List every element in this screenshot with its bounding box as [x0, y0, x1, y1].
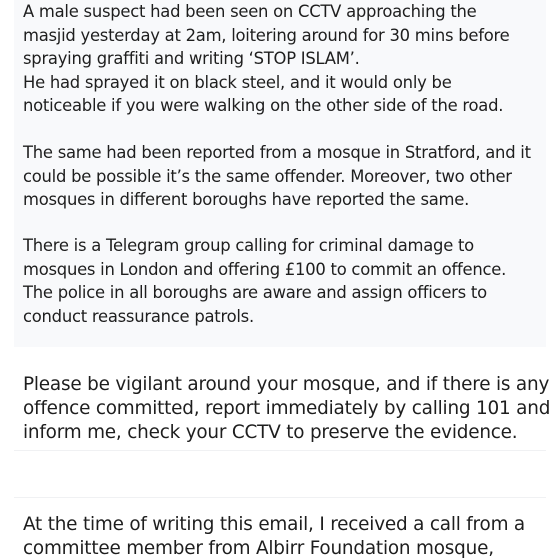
quoted-paragraph-incident — [23, 0, 509, 118]
quoted-paragraph-stratford — [23, 141, 531, 212]
text-line: The same had been reported from a mosque in Stratford, and it — [23, 143, 531, 162]
text-line: At the time of writing this email, I received a call from a — [23, 514, 525, 535]
text-line: mosques in London and offering £100 to commit an offence. — [23, 259, 507, 279]
text-line: committee member from Albirr Foundation mosque, — [23, 537, 494, 559]
text-line: Please be vigilant around your mosque, and if there is any — [23, 374, 550, 395]
quoted-paragraph-telegram — [23, 234, 506, 328]
text-line: inform me, check your CCTV to preserve the evidence. — [23, 421, 518, 443]
text-line: spraying graffiti and writing ‘STOP ISLAM’. — [23, 49, 360, 68]
divider — [14, 450, 546, 451]
text-line: He had sprayed it on black steel, and it would only be — [23, 72, 452, 92]
text-line: conduct reassurance patrols. — [23, 306, 254, 326]
divider — [14, 497, 546, 498]
text-line: could be possible it’s the same offender. Moreover, two other — [23, 166, 512, 186]
text-line: The police in all boroughs are aware and assign officers to — [23, 283, 487, 302]
text-line: A male suspect had been seen on CCTV approaching the — [23, 2, 477, 21]
paragraph-vigilance — [23, 373, 550, 444]
text-line: mosques in different boroughs have reported the same. — [23, 190, 470, 209]
text-line: noticeable if you were walking on the other side of the road. — [23, 96, 504, 115]
text-line: offence committed, report immediately by calling 101 and — [23, 397, 551, 419]
text-line: masjid yesterday at 2am, loitering around for 30 mins before — [23, 25, 510, 45]
text-line: There is a Telegram group calling for criminal damage to — [23, 236, 474, 255]
paragraph-call-received — [23, 513, 525, 560]
